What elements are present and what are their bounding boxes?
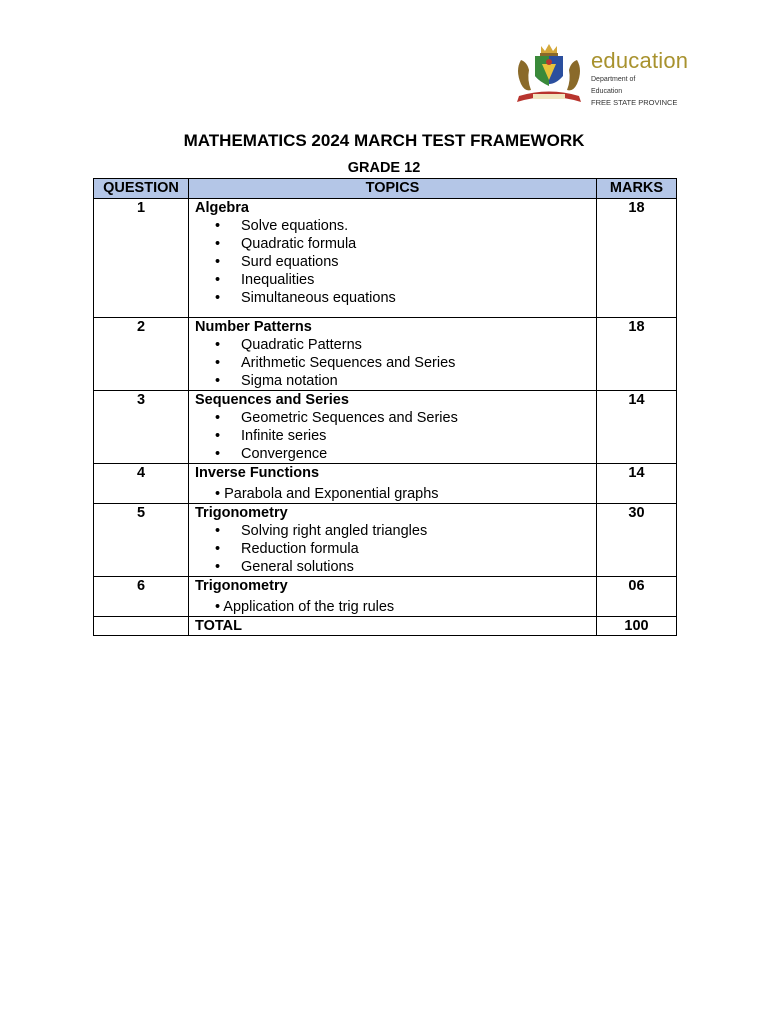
bullet-icon: • <box>215 446 221 462</box>
brand-education-line: Education <box>591 87 623 95</box>
subtopic-text: General solutions <box>241 559 354 575</box>
subtopic-text: Solve equations. <box>241 218 349 234</box>
bullet-icon: • <box>215 523 221 539</box>
header-question: QUESTION <box>94 179 189 199</box>
topic-cell <box>189 391 597 464</box>
brand-department-line: Department of <box>591 76 636 83</box>
subtopic-text: Quadratic Patterns <box>241 337 362 353</box>
list-item <box>195 540 590 558</box>
total-empty-cell <box>94 617 189 636</box>
list-item <box>195 372 590 390</box>
table-row <box>94 464 677 504</box>
list-item <box>195 235 590 253</box>
subtopic-text: Solving right angled triangles <box>241 523 428 539</box>
marks-value: 18 <box>597 199 677 318</box>
list-item <box>195 558 590 576</box>
header-marks: MARKS <box>597 179 677 199</box>
topic-title: Trigonometry <box>195 578 288 594</box>
subtopic-text: • Parabola and Exponential graphs <box>215 486 439 502</box>
framework-table <box>93 178 677 636</box>
bullet-icon: • <box>215 355 221 371</box>
list-item <box>195 253 590 271</box>
subtopic-text: Quadratic formula <box>241 236 357 252</box>
total-label: TOTAL <box>195 618 242 634</box>
list-item <box>195 409 590 427</box>
table-row <box>94 577 677 617</box>
table-header-row <box>94 179 677 199</box>
subtopic-text: Convergence <box>241 446 328 462</box>
list-item <box>195 336 590 354</box>
marks-value: 30 <box>597 504 677 577</box>
topic-title: Inverse Functions <box>195 465 320 481</box>
coat-of-arms-icon <box>513 40 585 106</box>
bullet-icon: • <box>215 236 221 252</box>
bullet-icon: • <box>215 272 221 288</box>
brand-province-line: FREE STATE PROVINCE <box>591 98 678 107</box>
list-item <box>195 289 590 307</box>
subtopic-text: Arithmetic Sequences and Series <box>241 355 456 371</box>
subtopic-text: Inequalities <box>241 272 315 288</box>
topic-title: Number Patterns <box>195 319 312 335</box>
topic-cell <box>189 199 597 318</box>
question-number: 2 <box>94 318 189 391</box>
marks-value: 14 <box>597 464 677 504</box>
document-title: MATHEMATICS 2024 MARCH TEST FRAMEWORK <box>183 131 585 150</box>
subtopic-text: Infinite series <box>241 428 327 444</box>
total-marks: 100 <box>597 617 677 636</box>
table-row <box>94 504 677 577</box>
question-number: 1 <box>94 199 189 318</box>
table-row <box>94 318 677 391</box>
bullet-icon: • <box>215 337 221 353</box>
table-row <box>94 199 677 318</box>
subtopic-list <box>195 409 590 463</box>
marks-value: 14 <box>597 391 677 464</box>
topic-title: Trigonometry <box>195 505 288 521</box>
bullet-icon: • <box>215 428 221 444</box>
subtopic-list <box>195 336 590 390</box>
subtopic-list <box>195 217 590 307</box>
bullet-icon: • <box>215 218 221 234</box>
subtopic-text: • Application of the trig rules <box>215 599 395 615</box>
subtopic-text: Reduction formula <box>241 541 359 557</box>
list-item <box>195 271 590 289</box>
header-topics: TOPICS <box>189 179 597 199</box>
question-number: 6 <box>94 577 189 617</box>
list-item <box>195 217 590 235</box>
bullet-icon: • <box>215 541 221 557</box>
bullet-icon: • <box>215 290 221 306</box>
grade-label: GRADE 12 <box>347 160 421 176</box>
subtopic-list <box>195 522 590 576</box>
brand-wordmark: education <box>591 48 689 73</box>
marks-value: 18 <box>597 318 677 391</box>
table-row <box>94 391 677 464</box>
topic-cell <box>189 577 597 617</box>
topic-cell <box>189 504 597 577</box>
topic-title: Sequences and Series <box>195 392 349 408</box>
question-number: 4 <box>94 464 189 504</box>
bullet-icon: • <box>215 559 221 575</box>
list-item <box>195 522 590 540</box>
list-item <box>195 445 590 463</box>
marks-value: 06 <box>597 577 677 617</box>
subtopic-text: Geometric Sequences and Series <box>241 410 458 426</box>
topic-title: Algebra <box>195 200 249 216</box>
bullet-icon: • <box>215 254 221 270</box>
question-number: 5 <box>94 504 189 577</box>
bullet-icon: • <box>215 410 221 426</box>
subtopic-text: Surd equations <box>241 254 339 270</box>
list-item <box>195 427 590 445</box>
subtopic-text: Sigma notation <box>241 373 338 389</box>
total-row <box>94 617 677 636</box>
topic-cell <box>189 318 597 391</box>
department-logo <box>513 40 689 107</box>
question-number: 3 <box>94 391 189 464</box>
list-item <box>195 354 590 372</box>
topic-cell <box>189 464 597 504</box>
bullet-icon: • <box>215 373 221 389</box>
total-label-cell <box>189 617 597 636</box>
subtopic-text: Simultaneous equations <box>241 290 396 306</box>
